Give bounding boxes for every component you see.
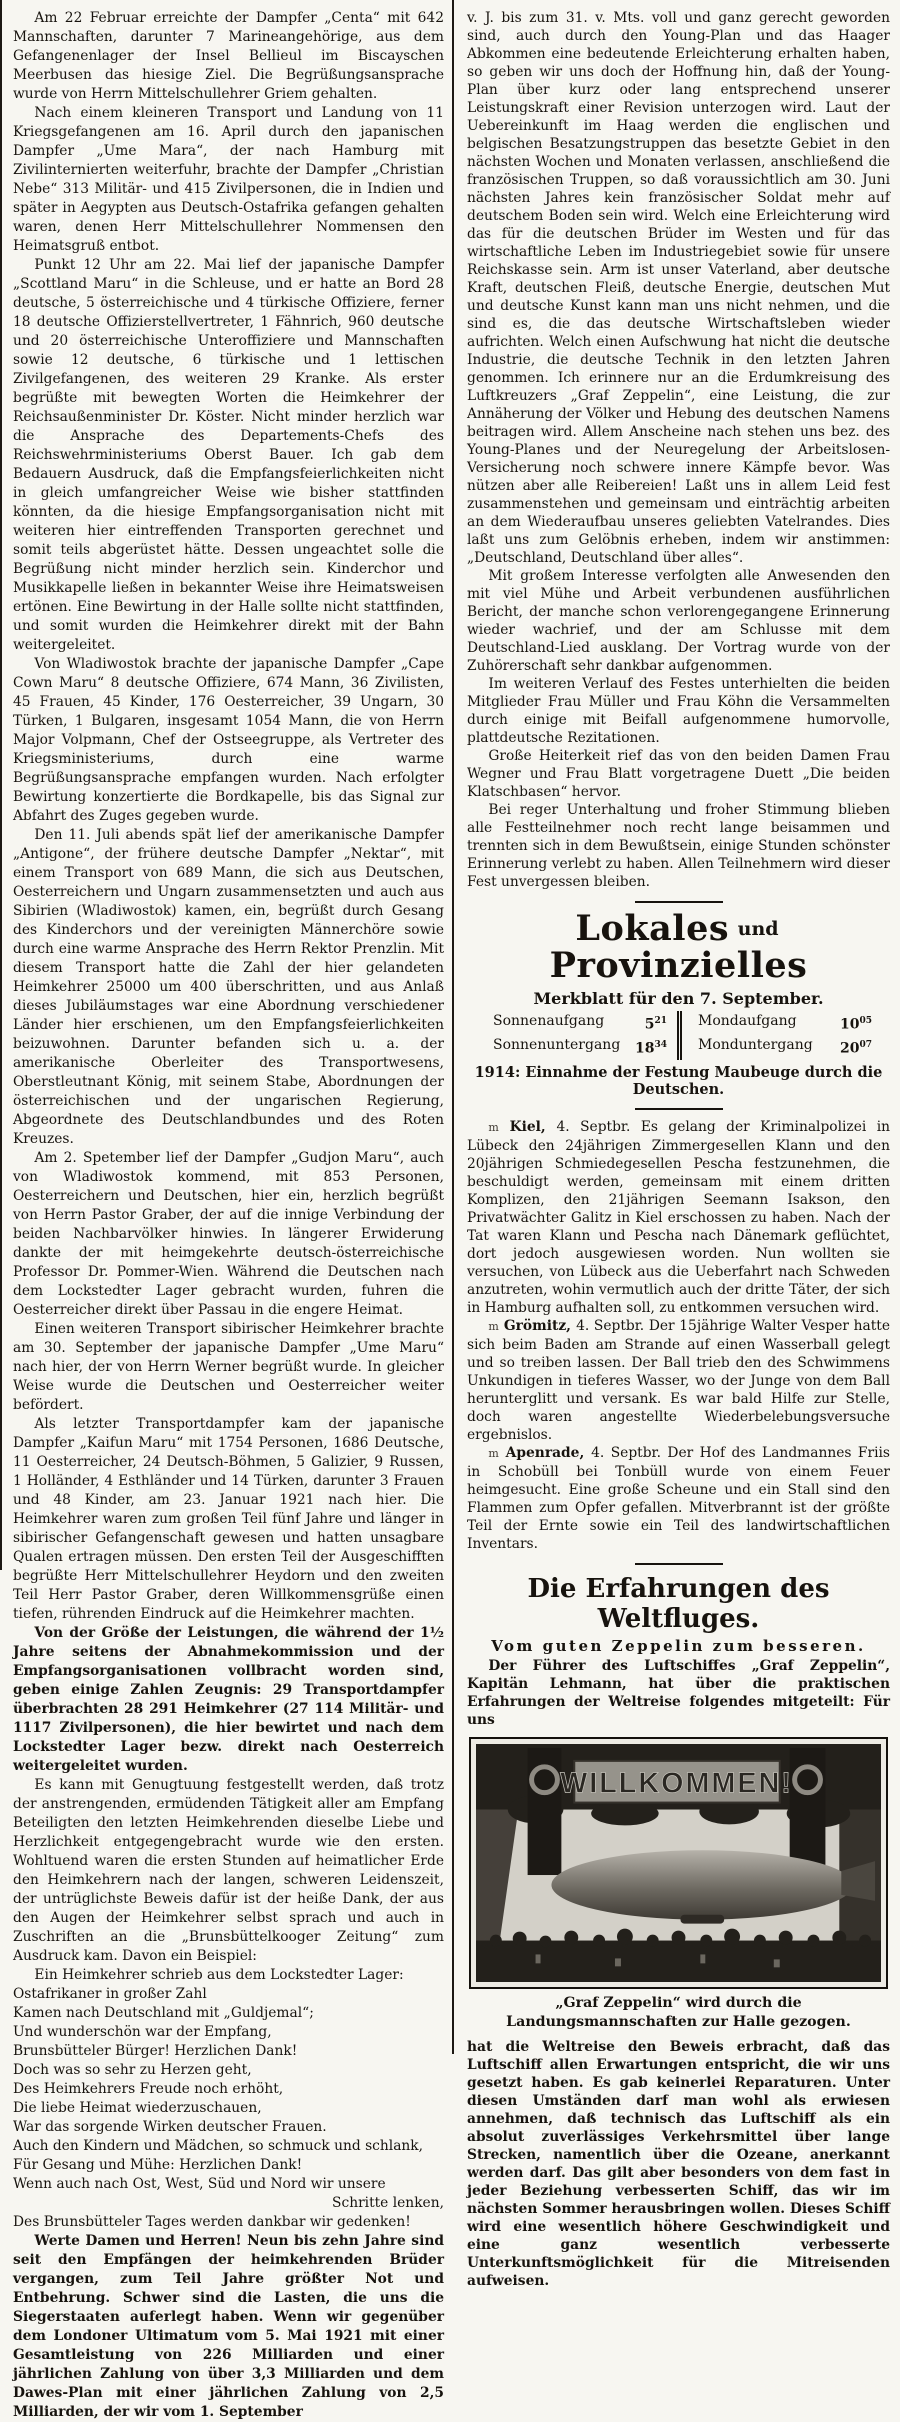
paragraph: Im weiteren Verlauf des Festes unterhielten die beiden Mitglieder Frau Müller und Frau Köhn die Versammelten durch einige mit Beifall aufgenommene humorvolle, plattdeutsche Rezitationen. (467, 676, 890, 746)
poem-line: Auch den Kindern und Mädchen, so schmuck und schlank, (13, 2138, 424, 2154)
poem-line: War das sorgende Wirken deutscher Frauen. (13, 2119, 327, 2135)
section-title-weltflug: Die Erfahrungen des Weltfluges. (527, 1573, 830, 1634)
section-divider-rule (635, 1108, 723, 1110)
news-item-marker: m (488, 1319, 499, 1333)
historical-event-line: 1914: Einnahme der Festung Maubeuge durch die Deutschen. (474, 1063, 883, 1098)
merkblatt-title: Merkblatt für den 7. September. (533, 988, 824, 1008)
zeppelin-photo (469, 1737, 888, 1989)
poem-line: Wenn auch nach Ost, West, Süd und Nord wir unsere (13, 2176, 386, 2192)
almanac-cell (467, 1035, 677, 1060)
paragraph: Als letzter Transportdampfer kam der japanische Dampfer „Kaifun Maru“ mit 1754 Personen, 1686 Deutsche, 11 Oesterreicher, 24 Deutsch-Böhmen, 5 Galizier, 9 Russen, 1 Holländer, 4 Esthländer und 14 Türken, darunter 3 Frauen und 48 Kinder, am 23. Januar 1921 nach hier. Die Heimkehrer waren zum großen Teil fünf Jahre und länger in sibirischer Gefangenschaft gewesen und hatten unsagbare Qualen ertragen müssen. Den ersten Teil der Ausgeschifften begrüßte Herr Mittelschullehrer Heydorn und den zweiten Teil Herr Pastor Graber, deren Willkommensgrüße einen tiefen, rührenden Eindruck auf die Heimkehrer machten. (13, 1416, 444, 1622)
paragraph: Mit großem Interesse verfolgten alle Anwesenden den mit viel Mühe und Arbeit verbundenen ausführlichen Bericht, der manche schon verlorengegangene Erinnerung wieder wachrief, und der am Schlusse mit dem Deutschland-Lied ausklang. Der Vortrag wurde von der Zuhörerschaft sehr dankbar aufgenommen. (467, 568, 890, 674)
right-column (467, 0, 890, 2290)
almanac-sup: 34 (654, 1040, 667, 1051)
poem-line: Die liebe Heimat wiederzuschauen, (13, 2100, 262, 2116)
news-item-place: Apenrade, (498, 1444, 592, 1461)
left-column (13, 0, 444, 2422)
paragraph: Punkt 12 Uhr am 22. Mai lief der japanische Dampfer „Scottland Maru“ in die Schleuse, und er hatte an Bord 28 deutsche, 5 österreichische und 4 türkische Offiziere, ferner 18 deutsche Offizierstellvertreter, 1 Fähnrich, 960 deutsche und 20 österreichische Unteroffiziere und Mannschaften sowie 12 deutsche, 6 türkische und 1 lettischen Zivilgefangenen, des weiteren 29 Kranke. Als erster begrüßte mit bewegten Worten die Heimkehrer der Reichsaußenminister Dr. Köster. Nicht minder herzlich war die Ansprache des Departements-Chefs des Reichswehrministeriums Oberst Bauer. Ich gab dem Bedauern Ausdruck, daß die Empfangsfeierlichkeiten nicht in gleich umfangreicher Weise wie bisher stattfinden könnten, da die hiesige Empfangsorganisation nicht mit weiteren hier eintreffenden Transporten gerechnet und somit teils abgerüstet hätte. Dessen ungeachtet solle die Begrüßung nicht minder herzlich sein. Kinderchor und Musikkapelle ließen in bekannter Weise ihre Heimatsweisen ertönen. Eine Bewirtung in der Halle sollte nicht stattfinden, und somit wurden die Heimkehrer direkt mit der Bahn weitergeleitet. (13, 257, 444, 653)
paragraph: Von Wladiwostok brachte der japanische Dampfer „Cape Cown Maru“ 8 deutsche Offiziere, 674 Mann, 36 Zivilisten, 45 Frauen, 45 Kinder, 176 Oesterreicher, 39 Ungarn, 30 Türken, 1 Bulgaren, insgesamt 1054 Mann, die von Herrn Major Volpmann, Chef der Ostseegruppe, als Vertreter des Kriegsministeriums, durch eine warme Begrüßungsansprache empfangen wurden. Nach erfolgter Bewirtung konzertierte die Bordkapelle, bis das Signal zur Abfahrt des Zuges gegeben wurde. (13, 656, 444, 824)
paragraph: Große Heiterkeit rief das von den beiden Damen Frau Wegner und Frau Blatt vorgetragene Duett „Die beiden Klatschbasen“ hervor. (467, 748, 890, 800)
poem-line: Des Heimkehrers Freude noch erhöht, (13, 2081, 284, 2097)
article-subtitle: Vom guten Zeppelin zum besseren. (491, 1636, 866, 1655)
almanac-label: Sonnenuntergang (493, 1037, 621, 1054)
section-title-word: und (737, 918, 779, 940)
section-divider-rule (635, 1563, 723, 1565)
section-title-lokales (467, 908, 890, 986)
poem-line: Kamen nach Deutschland mit „Guldjemal“; (13, 2005, 314, 2021)
almanac-sup: 05 (859, 1015, 872, 1026)
poem-line: Brunsbütteler Bürger! Herzlichen Dank! (13, 2043, 298, 2059)
news-item-date: 4. Septbr. (576, 1317, 649, 1334)
section-title-word: Lokales (575, 908, 730, 949)
paragraph: Am 2. Spetember lief der Dampfer „Gudjon Maru“, auch von Wladiwostok kommend, mit 853 Personen, Oesterreichern und Deutschen, hier ein, herzlich begrüßt von Herrn Pastor Graber, der auf die innige Verbindung der beiden Nachbarvölker hinwies. In längerer Erwiderung dankte der mit heimgekehrte deutsch-österreichische Professor Dr. Pommer-Wien. Während die Deutschen nach dem Lockstedter Lager gebracht wurden, fuhren die Oesterreicher direkt über Passau in die engere Heimat. (13, 1150, 444, 1318)
paragraph: Den 11. Juli abends spät lief der amerikanische Dampfer „Antigone“, der frühere deutsche Dampfer „Nektar“, mit einem Transport von 689 Mann, die sich aus Deutschen, Oesterreichern und Ungarn zusammensetzten und auch aus Sibirien (Wladiwostok) kamen, ein, begrüßt durch Gesang des Kinderchors und der vereinigten Männerchöre sowie durch eine warme Ansprache des Herrn Rektor Prenzlin. Mit diesem Transport hatte die Zahl der hier gelandeten Heimkehrer 25000 um 400 überschritten, und aus Anlaß dieses Jubiläumstages war eine Abordnung verschiedener Länder hier erschienen, um den Empfangsfeierlichkeiten beizuwohnen. Darunter befanden sich u. a. der amerikanische Oberleiter des Transportwesens, Oberstleutnant König, mit seinem Stabe, Abordnungen der österreichischen und der ungarischen Regierung, Abgeordnete des Deutschlandbundes und des Roten Kreuzes. (13, 827, 444, 1147)
zeppelin-photo-image (476, 1744, 881, 1982)
poem-line: Doch was so sehr zu Herzen geht, (13, 2062, 252, 2078)
zeppelin-hull (551, 1850, 853, 1919)
poem-line: Schritte lenken, (332, 2195, 444, 2211)
news-item-place: Grömitz, (498, 1317, 577, 1334)
almanac-cell (467, 1011, 677, 1036)
almanac-value: $10^{05}$ (839, 1015, 872, 1033)
news-item-date: 4. Septbr. (556, 1118, 641, 1135)
almanac-cell (677, 1011, 890, 1036)
paragraph: hat die Weltreise den Beweis erbracht, daß das Luftschiff allen Erwartungen entspricht, die wir uns gesetzt haben. Es gab keinerlei Reparaturen. Unter diesen Umständen darf man wohl als erwiesen annehmen, daß technisch das Luftschiff als ein absolut zuverlässiges Verkehrsmittel über lange Strecken, namentlich über die Ozeane, anerkannt werden darf. Das gilt aber besonders von dem fast in jeder Beziehung verbesserten Schiff, das wir im nächsten Sommer herausbringen wollen. Dieses Schiff wird eine wesentlich höhere Geschwindigkeit und eine ganz wesentlich verbesserte Unterkunftsmöglichkeit für die Mitreisenden aufweisen. (467, 2038, 890, 2289)
poem-line: Des Brunsbütteler Tages werden dankbar wir gedenken! (13, 2214, 411, 2230)
news-item-marker: m (488, 1446, 499, 1460)
photo-caption: „Graf Zeppelin“ wird durch die Landungsmannschaften zur Halle gezogen. (506, 1995, 851, 2030)
welcome-banner-text: WILLKOMMEN! (560, 1767, 793, 1800)
almanac-cell (677, 1035, 890, 1060)
column-divider-rule (452, 0, 454, 2054)
almanac-label: Mondaufgang (698, 1012, 797, 1029)
section-title-word: Provinzielles (549, 944, 808, 986)
section-divider-rule (635, 901, 723, 903)
news-item-marker: m (488, 1120, 499, 1134)
paragraph: Werte Damen und Herren! Neun bis zehn Jahre sind seit den Empfängen der heimkehrenden Brüder vergangen, zum Teil Jahre größter Not und Entbehrung. Schwer sind die Lasten, die uns die Siegerstaaten auferlegt haben. Wenn wir gegenüber dem Londoner Ultimatum vom 5. Mai 1921 mit einer Gesamtleistung von 226 Milliarden und einer jährlichen Zahlung von über 3,3 Milliarden und dem Dawes-Plan mit einer jährlichen Zahlung von 2,5 Milliarden, der wir vom 1. September (13, 2233, 444, 2420)
news-item: m Apenrade, 4. Septbr. Der Hof des Landmannes Friis in Schobüll bei Tonbüll wurde von einem Feuer heimgesucht. Eine große Scheune und ein Stall sind den Flammen zum Opfer gefallen. Mitverbrannt ist der größte Teil der Ernte sowie ein Teil des landwirtschaftlichen Inventars. (467, 1444, 890, 1552)
almanac-row (467, 1035, 890, 1060)
almanac-label: Monduntergang (698, 1037, 813, 1054)
page-edge-rule (0, 0, 2, 1570)
almanac-sup: 21 (654, 1015, 667, 1026)
paragraph: Von der Größe der Leistungen, die während der 1½ Jahre seitens der Abnahmekommission und der Empfangsorganisationen vollbracht worden sind, geben einige Zahlen Zeugnis: 29 Transportdampfer überbrachten 28 291 Heimkehrer (27 114 Militär- und 1117 Zivilpersonen), die hier bewirtet und nach dem Lockstedter Lager bezw. direkt nach Oesterreich weitergeleitet wurden. (13, 1625, 444, 1774)
news-item-place: Kiel, (498, 1118, 557, 1135)
paragraph: Der Führer des Luftschiffes „Graf Zeppelin“, Kapitän Lehmann, hat über die praktischen Erfahrungen der Weltreise folgendes mitgeteilt: Für uns (467, 1657, 890, 1728)
paragraph: Nach einem kleineren Transport und Landung von 11 Kriegsgefangenen am 16. April durch den japanischen Dampfer „Ume Mara“, der nach Hamburg mit Zivilinternierten weiterfuhr, brachte der Dampfer „Christian Nebe“ 313 Militär- und 415 Zivilpersonen, die in Indien und später in Aegypten aus Deutsch-Ostafrika gefangen gehalten waren, denen Herr Mittelschullehrer Nommensen den Heimatsgruß entbot. (13, 105, 444, 254)
paragraph: Es kann mit Genugtuung festgestellt werden, daß trotz der anstrengenden, ermüdenden Tätigkeit aller am Empfang Beteiligten den letzten Heimkehrenden dieselbe Liebe und Herzlichkeit entgegengebracht wurde wie den ersten. Wohltuend waren die ersten Stunden auf heimatlicher Erde den Heimkehrern nach der langen, schweren Leidenszeit, der untrüglichste Beweis dafür ist der heiße Dank, der aus den Augen der Heimkehrer selbst sprach und auch in Zuschriften an die „Brunsbüttelkooger Zeitung“ zum Ausdruck kam. Davon ein Beispiel: (13, 1777, 444, 1964)
paragraph: Bei reger Unterhaltung und froher Stimmung blieben alle Festteilnehmer noch recht lange beisammen und trennten sich in dem Bewußtsein, einige Stunden schönster Erinnerung verlebt zu haben. Allen Teilnehmern wird dieser Fest unvergessen bleiben. (467, 802, 890, 890)
zeppelin-gondola (680, 1915, 724, 1924)
paragraph: Ein Heimkehrer schrieb aus dem Lockstedter Lager: (34, 1967, 404, 1983)
paragraph: v. J. bis zum 31. v. Mts. voll und ganz gerecht geworden sind, auch durch den Young-Plan und das Haager Abkommen eine bedeutende Erleichterung erhalten haben, so geben wir uns doch der Hoffnung hin, daß der Young-Plan über kurz oder lang entsprechend unserer Leistungskraft einer Revision unterzogen wird. Laut der Uebereinkunft im Haag werden die englischen und belgischen Besatzungstruppen das besetzte Gebiet in den nächsten Wochen und Monaten verlassen, anschließend die französischen Truppen, so daß voraussichtlich am 30. Juni nächsten Jahres kein französischer Soldat mehr auf deutschem Boden sein wird. Welch eine Erleichterung wird das für die deutschen Brüder im Westen und für das wirtschaftliche Leben im Industriegebiet sowie für unsere Reichskasse sein. Arm ist unser Vaterland, aber deutsche Kraft, deutschen Fleiß, deutsche Energie, deutschen Mut und deutsche Kunst kann man uns nicht nehmen, und die sind es, die das deutsche Wirtschaftsleben wieder aufrichten. Welch einen Aufschwung hat nicht die deutsche Industrie, die deutsche Technik in den letzten Jahren genommen. Ich erinnere nur an die Erdumkreisung des Luftkreuzers „Graf Zeppelin“, eine Leistung, die zur Annäherung der Völker und Hebung des deutschen Namens beitragen wird. Allem Anscheine nach stehen uns bez. des Young-Planes und der Neuregelung der Arbeitslosen-Versicherung noch schwere innere Kämpfe bevor. Was nützen aber alle Reibereien! Laßt uns in allem Leid fest zusammenstehen und gemeinsam und einträchtig arbeiten an dem Wiederaufbau unseres geliebten Vatelrandes. Dies laßt uns zum Gelöbnis erheben, indem wir anstimmen: „Deutschland, Deutschland über alles“. (467, 10, 890, 566)
almanac-table (467, 1011, 890, 1060)
news-item-date: 4. Septbr. (591, 1444, 668, 1461)
almanac-value: $20^{07}$ (839, 1040, 872, 1057)
paragraph: Am 22 Februar erreichte der Dampfer „Centa“ mit 642 Mannschaften, darunter 7 Marineangehörige, aus dem Gefangenenlager der Insel Bellieul im Biscayschen Meerbusen das hiesige Ziel. Die Begrüßungsansprache wurde von Herrn Mittelschullehrer Griem gehalten. (13, 10, 444, 102)
poem-line: Und wunderschön war der Empfang, (13, 2024, 272, 2040)
news-item: m Grömitz, 4. Septbr. Der 15jährige Walter Vesper hatte sich beim Baden am Strande auf einen Wasserball gelegt und so treiben lassen. Der Ball trieb den des Schwimmens Unkundigen in tieferes Wasser, wo der Junge von dem Ball herunterglitt und versank. Es war bald Hilfe zur Stelle, doch waren angestellte Wiederbelebungsversuche ergebnislos. (467, 1317, 890, 1443)
almanac-value: $5^{21}$ (644, 1015, 667, 1033)
news-item: m Kiel, 4. Septbr. Es gelang der Kriminalpolizei in Lübeck den 24jährigen Zimmergesellen Klann und den 20jährigen Schmiedegesellen Pescha festzunehmen, die beschuldigt werden, gemeinsam mit einem dritten Komplizen, den 21jährigen Seemann Isakson, den Privatwächter Galitz in Kiel erschossen zu haben. Nach der Tat waren Klann und Pescha nach Dänemark geflüchtet, dort jedoch ausgewiesen worden. Nun wollten sie versuchen, von Lübeck aus die Ueberfahrt nach Schweden anzutreten, wohin vermutlich auch der dritte Täter, der sich in Hamburg aufhalten soll, zu entkommen versuchen wird. (467, 1118, 890, 1316)
almanac-value: $18^{34}$ (634, 1040, 667, 1057)
poem-line: Für Gesang und Mühe: Herzlichen Dank! (13, 2157, 303, 2173)
almanac-sup: 07 (859, 1040, 872, 1051)
poem-line: Ostafrikaner in großer Zahl (13, 1986, 207, 2002)
almanac-label: Sonnenaufgang (493, 1012, 605, 1029)
paragraph: Einen weiteren Transport sibirischer Heimkehrer brachte am 30. September der japanische Dampfer „Ume Maru“ nach hier, der von Herrn Werner begrüßt wurde. In gleicher Weise wurde die Deutschen und Oesterreicher weiter befördert. (13, 1321, 444, 1413)
almanac-row (467, 1011, 890, 1036)
